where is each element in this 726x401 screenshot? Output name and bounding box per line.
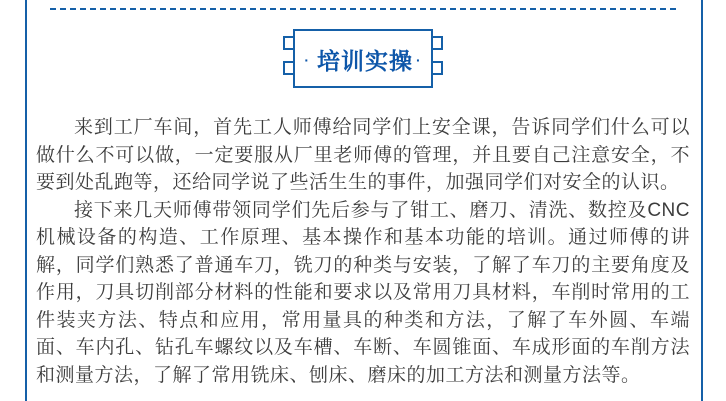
section-title-text: 培训实操 (317, 47, 413, 74)
paragraph: 来到工厂车间，首先工人师傅给同学们上安全课，告诉同学们什么可以做什么不可以做，一定要服从厂里老师傅的管理，并且要自己注意安全，不要到处乱跑等，还给同学说了些活生生的事件，加强同学们对安全的认识。 (36, 117, 690, 193)
article-body (36, 114, 690, 389)
section-title (280, 28, 446, 90)
top-dashed-divider (50, 8, 676, 10)
paragraph: 接下来几天师傅带领同学们先后参与了钳工、磨刀、清洗、数控及CNC机械设备的构造、工作原理、基本操作和基本功能的培训。通过师傅的讲解，同学们熟悉了普通车刀，铣刀的种类与安装，了解了车刀的主要角度及作用，刀具切削部分材料的性能和要求以及常用刀具材料，车削时常用的工件装夹方法、特点和应用，常用量具的种类和方法，了解了车外圆、车端面、车内孔、钻孔车螺纹以及车槽、车断、车圆锥面、车成形面的车削方法和测量方法，了解了常用铣床、刨床、磨床的加工方法和测量方法等。 (36, 199, 690, 386)
title-left-dot-icon: · (304, 52, 310, 68)
section-header (0, 28, 726, 90)
section-badge (280, 28, 446, 90)
title-right-dot-icon: · (416, 52, 422, 68)
